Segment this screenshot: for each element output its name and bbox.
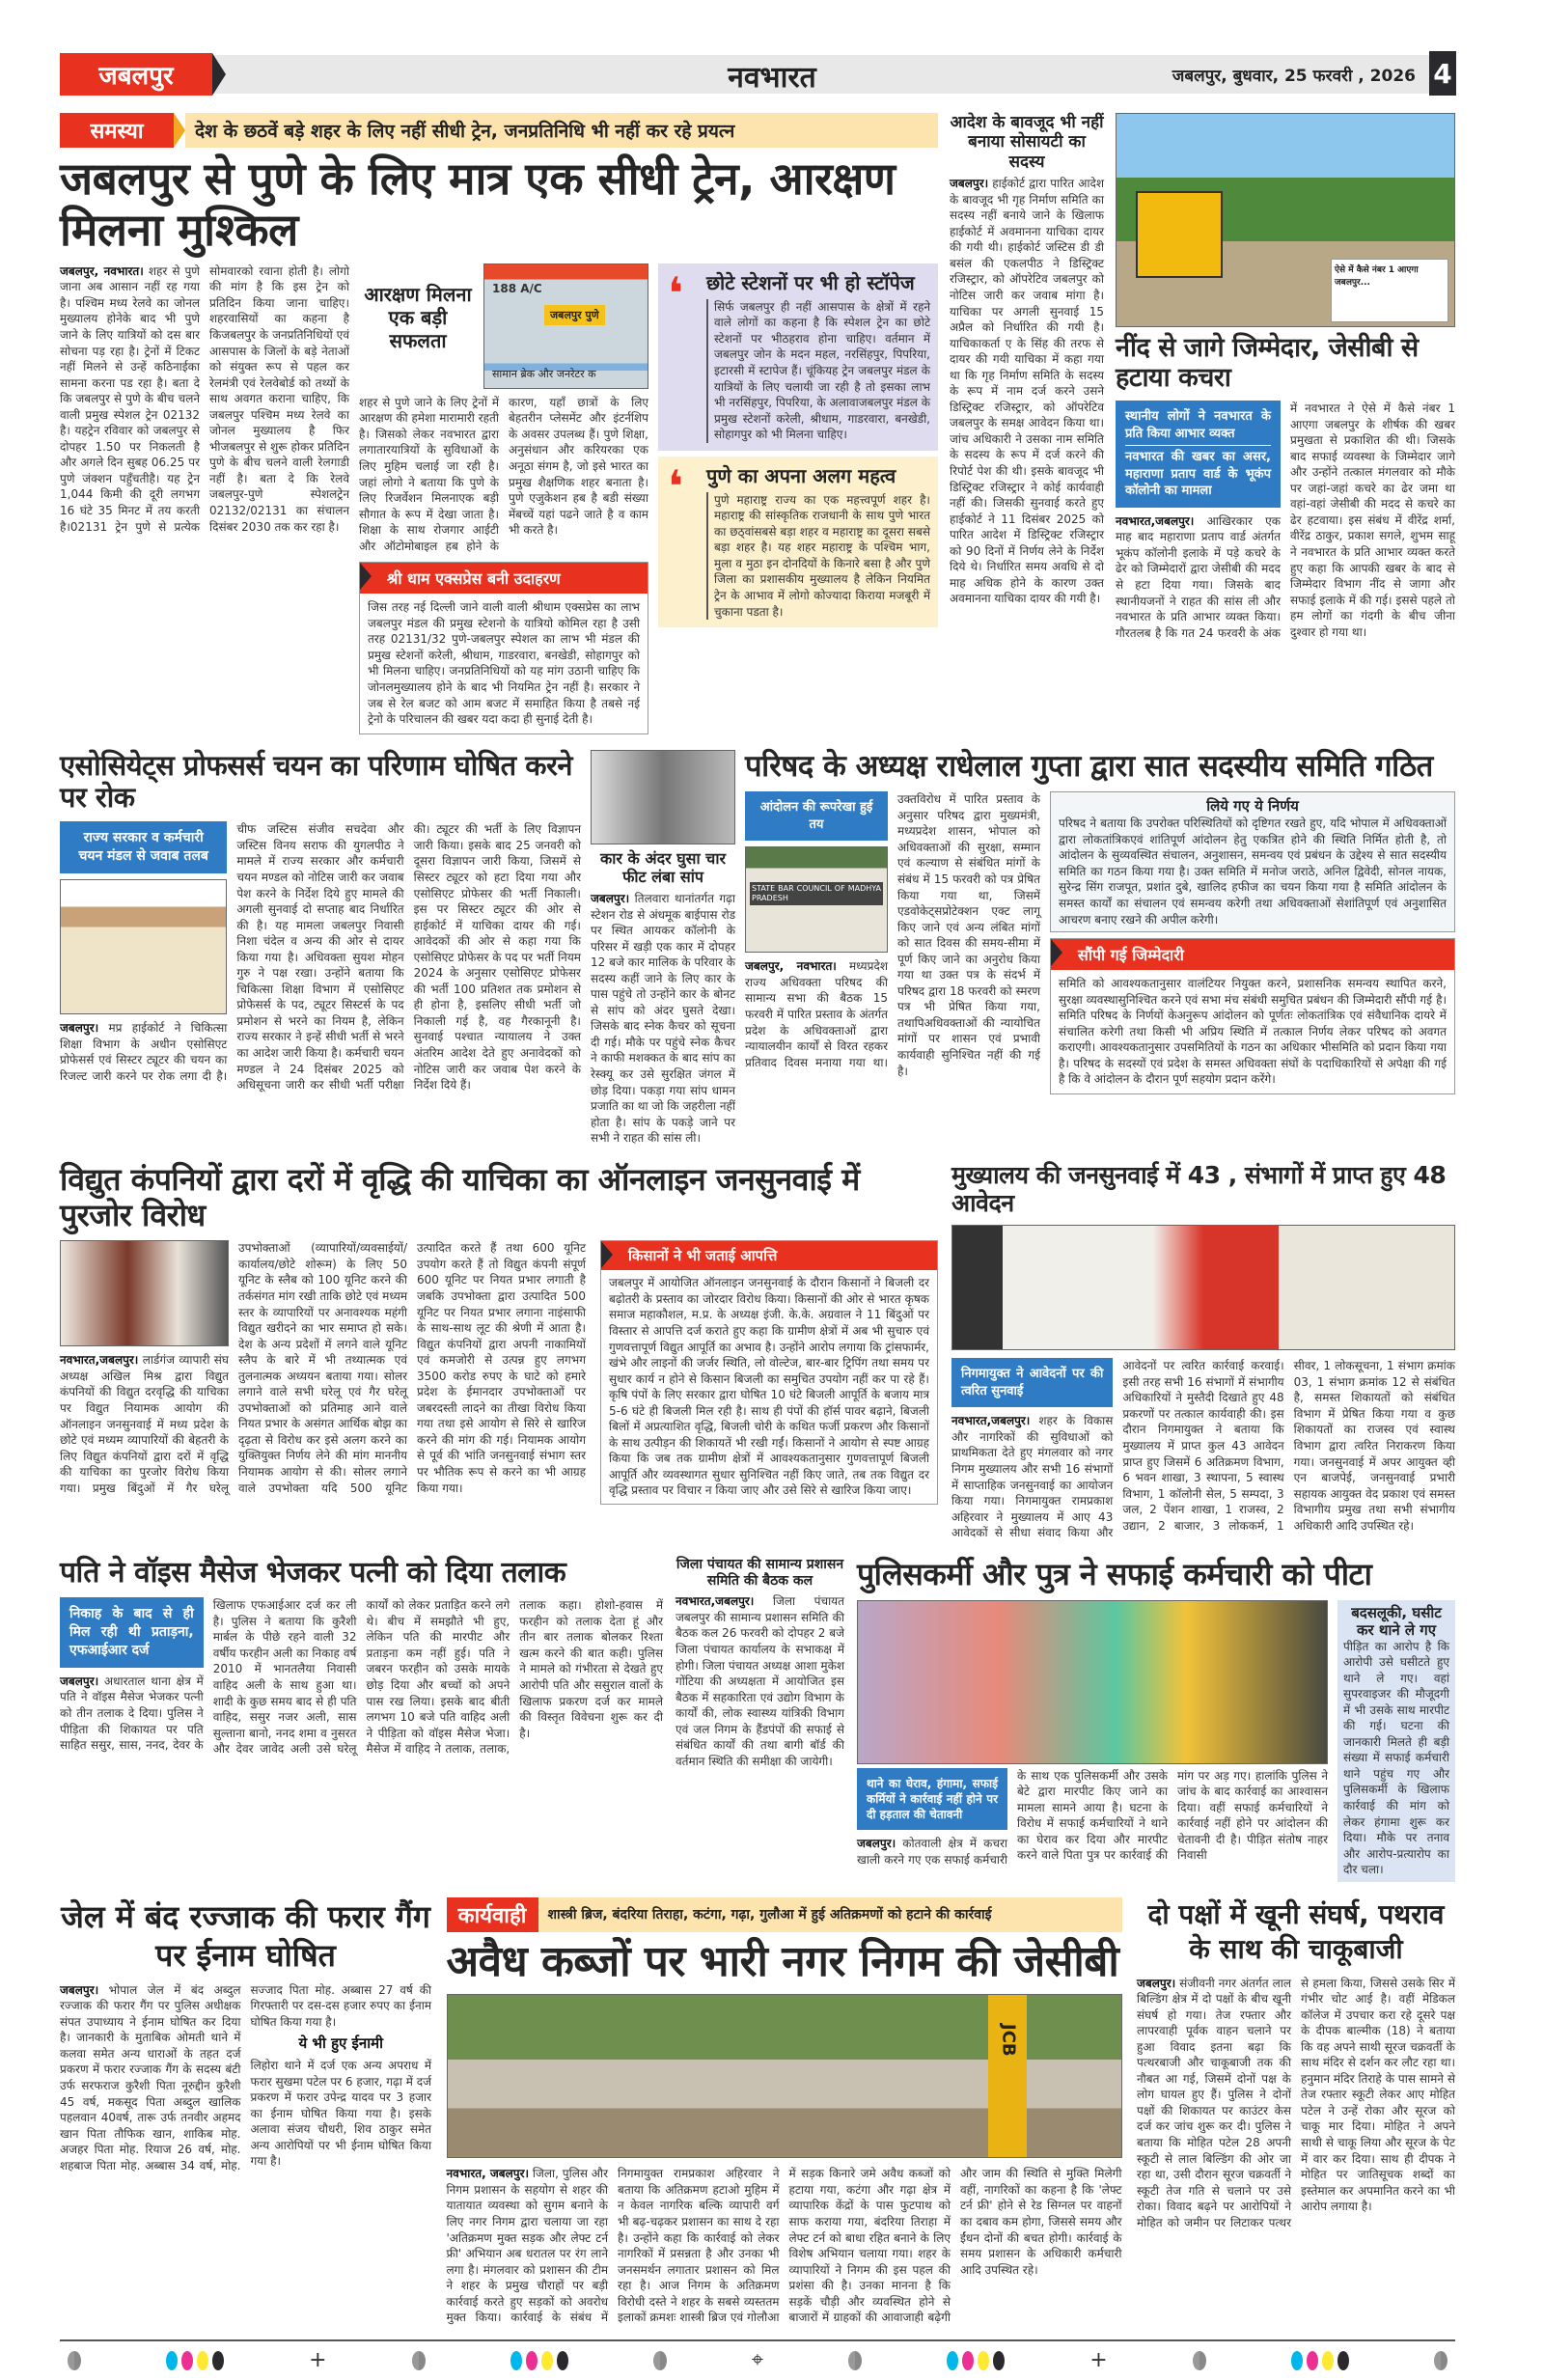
body-text: भोपाल जेल में बंद अब्दुल रज्जाक की फरार गैंग पर पुलिस अधीक्षक संपत उपाध्याय ने ईनाम घोषित कर दिया है। जानकारी के मुताबिक ओमती थाने में कलवा समेत अन्य धाराओं के तहत दर्ज प्रकरण में फरार रज्जाक गैंग के सदस्य बंटी उर्फ सरफराज कुरैशी पिता नूरुद्दीन कुरैशी 45 वर्ष, मकसूद पिता अब्दुल खालिक पहलवान 40वर्ष, तारू उर्फ तनवीर अहमद खान पिता तौफिक खान, शाकिब मोह. अजहर पिता मोह. रियाज 26 वर्ष, मोह. शहबाज पिता मोह. अब्बास 34 वर्ष, मोह. सज्जाद पिता मोह. अब्बास 27 वर्ष की गिरफ्तारी पर दस-दस हजार रुपए का ईनाम घोषित किया गया है।	[60, 1982, 431, 2172]
parishad-story	[745, 750, 1455, 1094]
newspaper-page	[60, 0, 1455, 2380]
power-columns	[60, 1240, 938, 1505]
kicker	[447, 1897, 1122, 1932]
grey-register-dot	[848, 2351, 862, 2370]
cmyk-register-dots	[1291, 2351, 1349, 2370]
box-line: नवभारत की खबर का असर, महाराणा प्रताप वार्ड के भूकंप कॉलोनी का मामला	[1125, 450, 1271, 499]
photo-high-court	[60, 879, 227, 1014]
headline-talaq: पति ने वॉइस मैसेज भेजकर पत्नी को दिया तलाक	[60, 1555, 566, 1590]
crosshair-icon: +	[1089, 2348, 1108, 2373]
grey-register-dot	[68, 2351, 81, 2370]
kicker-tag: समस्या	[60, 113, 174, 148]
dateline: नवभारत, जबलपुर।	[446, 2167, 530, 2181]
jcb-story	[1116, 113, 1455, 641]
headline-power: विद्युत कंपनियों द्वारा दरों में वृद्धि की याचिका का ऑनलाइन जनसुनवाई में पुरजोर विरोध	[60, 1160, 860, 1233]
box-line: स्थानीय लोगों ने नवभारत के प्रति किया आभार व्यक्त	[1125, 408, 1271, 446]
dateline: जबलपुर।	[60, 1674, 99, 1688]
dateline: जबलपुर।	[60, 1021, 99, 1036]
encroachment-story	[447, 1897, 1122, 2326]
headline-train: जबलपुर से पुणे के लिए मात्र एक सीधी ट्रेन, आरक्षण मिलना मुश्किल	[60, 152, 896, 256]
photo-commissioner-hearing	[951, 1225, 1455, 1350]
article-body-power	[60, 1240, 586, 1496]
body-text: संजीवनी नगर अंतर्गत लाल बिल्डिंग क्षेत्र में दो पक्षों के बीच खूनी संघर्ष हो गया। तेज रफ्तार और लापरवाही पूर्वक वाहन चलाने पर हुआ विवाद इतना बढ़ा कि पत्थरबाजी और चाकूबाजी तक की नौबत आ गई, जिसमें दोनों पक्ष के लोग घायल हुए हैं। पुलिस ने दोनों पक्षों की शिकायत पर काउंटर केस दर्ज कर जांच शुरू कर दी। पुलिस ने बताया कि मोहित पटेल 28 अपनी स्कूटी से लाल बिल्डिंग की ओर जा रहा था, उसी दौरान सूरज चक्रवर्ती ने स्कूटी तेज गति से चलाने पर उसे रोका। विवाद बढ़ने पर आरोपियों ने मोहित को जमीन पर लिटाकर पत्थर से हमला किया, जिससे उसके सिर में गंभीर चोट आई है। वहीं मेडिकल कॉलेज में उपचार करा रहे दूसरे पक्ष के दीपक बाल्मीक (18) ने बताया कि वह अपने साथी सूरज चक्रवर्ती के साथ मंदिर से दर्शन कर लौट रहा था। हनुमान मंदिर तिराहे के पास सामने से तेज रफ्तार स्कूटी लेकर आए मोहित पटेल ने उन्हें रोका और सूरज को चाकू मार दिया। मोहित ने अपने साथी से चाकू लिया और सूरज के पेट में वार कर दिया। साथ ही दीपक ने मोहित पर जातिसूचक शब्दों का इस्तेमाल कर अपमानित करने का भी आरोप लगाया है।	[1137, 1976, 1455, 2229]
body-text: जिला पंचायत जबलपुर की सामान्य प्रशासन समिति की बैठक कल 26 फरवरी को दोपहर 2 बजे जिला पंचायत कार्यालय के सभाकक्ष में होगी। जिला पंचायत अध्यक्ष आशा मुकेश गोंटिया की अध्यक्षता में आयोजित इस बैठक में सहकारिता एवं उद्योग विभाग के कार्यों की, लोक स्वास्थ्य यांत्रिकी विभाग एवं जल निगम के हैंडपंपों की सफाई से संबंधित कार्यों की तथा बागी बॉर्ड की वर्तमान स्थिति की समीक्षा की जायेगी।	[676, 1594, 844, 1768]
box-title: किसानों ने भी जताई आपत्ति	[601, 1241, 937, 1270]
coach-number: 188 A/C	[492, 281, 542, 295]
box-duty	[1050, 938, 1455, 1094]
newspaper-clip-inset: ऐसे में कैसे नंबर 1 आएगा जबलपुर...	[1331, 259, 1448, 322]
photo-caption: पीड़ित संतोष नाहर निवासी	[1177, 1832, 1328, 1863]
reservation-top	[359, 263, 648, 389]
article-body-police	[857, 1600, 1328, 1868]
section-arrow	[212, 53, 226, 96]
body-text: जिला, पुलिस और निगम प्रशासन के सहयोग से शहर की यातायात व्यवस्था को सुगम बनाने के लिए नगर निगम द्वारा चलाया जा रहा 'अतिक्रमण मुक्त सड़क और लेफ्ट टर्न फ्री' अभियान अब धरातल पर रंग लाने लगा है। मंगलवार को प्रशासन की टीम ने शहर के प्रमुख चौराहों पर बड़ी कार्रवाई करते हुए सड़कों को अवरोध मुक्त किया। कार्रवाई के संबंध में निगमायुक्त रामप्रकाश अहिरवार ने बताया कि अतिक्रमण हटाओ मुहिम में न केवल नागरिक बल्कि व्यापारी वर्ग भी बढ़-चढ़कर प्रशासन का साथ दे रहा है। उन्होंने कहा कि कार्रवाई को लेकर नागरिकों में प्रसन्नता है और उनका भी जनसमर्थन लगातार प्रशासन को मिल रहा है। आज निगम के अतिक्रमण विरोधी दस्ते ने शहर के सबसे व्यस्ततम इलाकों क्रमशः शास्त्री ब्रिज एवं गोलौआ में सड़क किनारे जमे अवैध कब्जों को हटाया गया, कटंगा और गढ़ा क्षेत्र में व्यापारिक केंद्रों के पास फुटपाथ को साफ कराया गया, बंदरिया तिराहा में लेफ्ट टर्न को बाधा रहित बनाने के लिए विशेष अभियान चलाया गया। शहर के व्यापारियों ने निगम की इस पहल की प्रशंसा की है। उनका मानना है कि सड़कें चौड़ी और व्यवस्थित होने से बाजारों में ग्राहकों की आवाजाही बढ़ेगी और जाम की स्थिति से मुक्ति मिलेगी वहीं, नागरिकों का कहना है कि 'लेफ्ट टर्न फ्री' होने से रेड सिग्नल पर वाहनों का दबाव कम होगा, जिससे समय और ईंधन दोनों की बचत होगी। कार्रवाई के समय प्रशासन के अधिकारी कर्मचारी आदि उपस्थित रहे।	[446, 2167, 1122, 2325]
body-text: अधारताल थाना क्षेत्र में पति ने वॉइस मैसेज भेजकर पत्नी को तीन तलाक दे दिया। पुलिस ने पीड़िता की शिकायत पर पति साहित ससुर, सास, ननद, देवर के खिलाफ एफआईआर दर्ज कर ली है। पुलिस ने बताया कि कुरैशी मार्बल के पीछे रहने वाली 32 वर्षीय फरहीन अली का निकाह वर्ष 2010 में भानतलैया निवासी वाहिद अली के साथ हुआ था। शादी के कुछ समय बाद से ही पति वाहिद, ससुर नजर अली, सास सुल्ताना बानो, ननद शमा व नुसरत और देवर जावेद अली उसे घरेलू कार्यों को लेकर प्रताड़ित करने लगे थे। बीच में समझौते भी हुए, लेकिन पति की मारपीट और प्रताड़ना कम नहीं हुई। पति ने जबरन फरहीन को उसके मायके छोड़ दिया और बच्चों को अपने पास रख लिया। इसके बाद बीती लगभग 10 बजे पति वाहिद अली ने पीड़िता को वॉइस मैसेज भेजा। मैसेज में वाहिद ने तलाक, तलाक, तलाक कहा। होशो-हवास में फरहीन को तलाक देता हूं और तीन बार तलाक बोलकर रिश्ता खत्म करने की बात कही। पुलिस ने मामले को गंभीरता से देखते हुए आरोपी पति और ससुराल वालों के खिलाफ प्रकरण दर्ज कर मामले की विस्तृत विवेचना शुरू कर दी है।	[60, 1598, 663, 1757]
photo-bar-council	[745, 846, 888, 953]
dateline: नवभारत,जबलपुर।	[676, 1594, 755, 1609]
box-title: पुणे का अपना अलग महत्व	[706, 463, 896, 487]
dateline: जबलपुर।	[591, 892, 630, 905]
box-misconduct	[1337, 1600, 1455, 1882]
body-text: मप्र हाईकोर्ट ने चिकित्सा शिक्षा विभाग के अधीन एसोसिएट प्रोफेसर्स एवं सिस्टर ट्यूटर की चयन का रिजल्ट जारी करने पर रोक लगा दी है। चीफ जस्टिस संजीव सचदेवा और जस्टिस विनय सराफ की युगलपीठ ने मामले में राज्य सरकार और कर्मचारी चयन मण्डल को नोटिस जारी कर जवाब पेश करने के निर्देश दिये हुए मामले की अगली सुनवाई दो सप्ताह बाद निर्धारित की है। यह मामला जबलपुर निवासी निशा चंदेल व अन्य की ओर से दायर किया गया है। अधिवक्ता सुयश मोहन गुरु ने पक्ष रखा। उन्होंने बताया कि चिकित्सा शिक्षा विभाग में एसोसिएट प्रोफेसर्स के पद, ट्यूटर सिस्टर्स के पद प्रमोशन से भरने का नियम है, लेकिन राज्य सरकार ने इन्हें सीधी भर्ती से भरने का आदेश जारी किया है। कर्मचारी चयन मण्डल ने 24 दिसंबर 2025 को अधिसूचना जारी कर सीधी भर्ती परीक्षा की। ट्यूटर की भर्ती के लिए विज्ञापन जारी किया। इसके बाद 25 जनवरी को दूसरा विज्ञापन जारी किया, जिसमें से सिस्टर ट्यूटर को हटा दिया गया और एसोसिएट प्रोफेसर की भर्ती निकाली। इस पर सिस्टर ट्यूटर की ओर से हाईकोर्ट में याचिका दायर की गई। आवेदकों की ओर से कहा गया कि एसोसिएट प्रोफेसर के पद पर भर्ती नियम 2024 के अनुसार एसोसिएट प्रोफेसर की भर्ती 100 प्रतिशत तक प्रमोशन से ही होना है, इसलिए सीधी भर्ती जो निकाली गई है, वह गैरकानूनी है। सुनवाई पश्चात न्यायालय ने उक्त अंतरिम आदेश देते हुए अनावेदकों को नोटिस जारी कर जवाब पेश करने के निर्देश दिये हैं।	[60, 822, 581, 1093]
jcb-machine-shape	[1136, 191, 1223, 278]
body-text: हाईकोर्ट द्वारा पारित आदेश के बावजूद भी गृह निर्माण समिति का सदस्य नहीं बनाये जाने के खिलाफ हाईकोर्ट में अवमानना याचिका दायर की गयी थी। हाईकोर्ट जस्टिस डी डी बसंल की एकलपीठ ने डिस्ट्रिक्ट रजिस्ट्रार, को ऑपरेटिव जबलपुर को नोटिस जारी कर जवाब मांगा है। याचिका पर अगली सुनवाई 15 अप्रैल को निर्धारित की गयी है।याचिकाकर्ता ए के सिंह की तरफ से दायर की गयी याचिका में कहा गया था कि गृह निर्माण समिति के सदस्य के रूप में नाम दर्ज करने उसने डिस्ट्रिक्ट रजिस्ट्रार, को ऑपरेटिव जबलपुर के समक्ष आवेदन किया था। जांच अधिकारी ने उसका नाम समिति के सदस्य के रूप में दर्ज करने की रिपोर्ट पेश की थी। इसके बावजूद भी डिस्ट्रिक्ट रजिस्ट्रार ने कोई कार्यवाही नहीं की। जिसकी सुनवाई करते हुए हाईकोर्ट ने 11 दिसंबर 2025 को पारित आदेश में डिस्ट्रिक्ट रजिस्ट्रार को 90 दिनों में निर्णय लेने के निर्देश दिये थे। निर्धारित समय अवधि से दो माह अधिक होने के कारण उक्त अवमानना याचिका दायर की गयी है।	[950, 177, 1104, 606]
article-body-professor	[60, 821, 581, 1093]
photo-jcb-garbage	[1116, 113, 1455, 327]
coach-strip: सामान ब्रेक और जनरेटर क	[492, 367, 596, 380]
dateline: नवभारत,जबलपुर।	[60, 1353, 139, 1368]
article-body-parishad	[745, 791, 1040, 1079]
box-text: सिर्फ जबलपुर ही नहीं आसपास के क्षेत्रों में रहने वाले लोगों का कहना है कि स्पेशल ट्रेन का छोटे स्टेशनों पर भीठहराव होना चाहिए। वर्तमान में जबलपुर जोन के मदन महल, नरसिंहपुर, पिपरिया, इटारसी में स्टापेज हैं। चूंकियह ट्रेन जबलपुर मंडल के यात्रियों के लिए चलायी जा रही है तो इसका लाभ भी नरसिंहपुर, पिपरिया, के अलावाजबलपुर मंडल के प्रमुख स्टेशनों करेली, श्रीधाम, गाडरवारा, बनखेडी, सोहागपुर को भी मिलना चाहिए।	[706, 299, 930, 443]
bar-council-sign: STATE BAR COUNCIL OF MADHYA PRADESH	[750, 882, 883, 904]
photo-jcb-encroachment	[447, 1994, 1122, 2158]
dateline: जबलपुर।	[950, 177, 989, 191]
box-title: छोटे स्टेशनों पर भी हो स्टॉपेज	[706, 270, 915, 294]
parishad-columns	[745, 791, 1455, 1094]
box-text: समिति को आवश्यकतानुसार वालंटियर नियुक्त करने, प्रशासनिक समन्वय स्थापित करने, सुरक्षा व्यवस्थासुनिश्चित करने एवं सभा मंच संबंधी समुचित प्रबंधन की जिम्मेदारी सौंपी गई है। समिति परिषद के निर्णयों केअनुरूप आंदोलन को पूर्णतः लोकतांत्रिक एवं संवैधानिक दायरे में संचालित करेगी तथा किसी भी अप्रिय स्थिति में तत्काल निर्णय लेकर परिषद को अवगत कराएगी। आवश्यकतानुसार उपसमितियों के गठन का अधिकार भीसमिति को प्रदान किया गया है। परिषद के सदस्यों एवं प्रदेश के समस्त अधिवक्ता संघों के पदाधिकारियों से अपेक्षा की गई है कि वे आंदोलन के दौरान पूर्ण सहयोग प्रदान करेंगे।	[1059, 977, 1447, 1087]
dateline-train: जबलपुर, नवभारत।	[60, 263, 144, 278]
article-body-snake	[591, 891, 735, 1147]
box-parishad: आंदोलन की रूपरेखा हुई तय	[745, 791, 888, 841]
article-body-encroachment	[447, 1994, 1122, 2325]
dateline: जबलपुर।	[60, 1982, 99, 1997]
talaq-story	[60, 1557, 663, 1757]
body-text: कोतवाली क्षेत्र में कचरा खाली करने गए एक सफाई कर्मचारी के साथ एक पुलिसकर्मी और उसके बेटे द्वारा मारपीट किए जाने का मामला सामने आया है। घटना के विरोध में सफाई कर्मचारियों ने थाने का घेराव कर दिया और मारपीट करने वाले पिता पुत्र पर कार्रवाई की मांग पर अड़ गए। हालांकि पुलिस ने जांच के बाद कार्रवाई का आश्वासन दिया। वहीं सफाई कर्मचारियों ने कार्रवाई नहीं होने पर आंदोलन की चेतावनी दी है।	[857, 1768, 1328, 1867]
box-text: जबलपुर में आयोजित ऑनलाइन जनसुनवाई के दौरान किसानों ने बिजली दर बढ़ोतरी के प्रस्ताव का जोरदार विरोध किया। किसानों की ओर से भारत कृषक समाज महाकौशल, म.प्र. के अध्यक्ष इंजी. के.के. अग्रवाल ने 11 बिंदुओं पर विस्तार से आपत्ति दर्ज कराते हुए कहा कि ग्रामीण क्षेत्रों में अब भी सुचारु एवं गुणवत्तापूर्ण विद्युत आपूर्ति का अभाव है। उन्होंने आरोप लगाया कि ट्रांसफार्मर, खंभे और लाइनों की जर्जर स्थिति, लो वोल्टेज, बार-बार ट्रिपिंग तथा समय पर सुधार कार्य न होने से किसान बिजली का समुचित उपयोग नहीं कर पा रहे हैं। कृषि पंपों के लिए सरकार द्वारा घोषित 10 घंटे बिजली आपूर्ति के बजाय मात्र 5-6 घंटे ही बिजली मिल रही है। साथ ही पंपों की हॉर्स पावर बढ़ाने, बिजली बिलों में अप्रत्याशित वृद्धि, बिजली चोरी के कथित फर्जी प्रकरण और किसानों के साथ उत्पीड़न की शिकायतें भी रखी गईं। किसानों ने आयोग से स्पष्ट आग्रह किया कि जब तक ग्रामीण क्षेत्रों में आवश्यकतानुसार गुणवत्तापूर्ण बिजली आपूर्ति और व्यवस्थागत सुधार सुनिश्चित नहीं किए जाते, तब तक विद्युत दर वृद्धि प्रस्ताव पर विचार न किया जाए और उसे सिरे से खारिज किया जाए।	[609, 1276, 929, 1498]
box-hearing: निगमायुक्त ने आवेदनों पर की त्वरित सुनवाई	[951, 1358, 1113, 1407]
registration-marks	[60, 2341, 1455, 2380]
box-text: पुणे महाराष्ट्र राज्य का एक महत्त्वपूर्ण शहर है। महाराष्ट्र की सांस्कृतिक राजधानी के साथ पुणे भारत का छठ्वांसबसे बड़ा शहर व महाराष्ट्र का दूसरा सबसे बड़ा शहर है। यह शहर महाराष्ट्र के पश्चिम भाग, मुला व मुठा इन दोनदियों के किनारे बसा है और पुणे जिला का प्रशासकीय मुख्यालय है लेकिन नियमित ट्रेन के आभाव में लोगो कोज्यादा किराया मजबूरी में चुकाना पडता है।	[706, 492, 930, 620]
grey-register-dot	[1434, 2351, 1448, 2370]
photo-trader-leader	[60, 1240, 229, 1346]
cmyk-register-dots	[947, 2351, 1005, 2370]
clash-story	[1137, 1897, 1455, 2231]
jcb-brand: JCB	[998, 2024, 1019, 2057]
headline-snake: कार के अंदर घुसा चार फीट लंबा सांप	[599, 848, 727, 886]
page-header	[60, 53, 1455, 97]
grey-register-dot	[412, 2351, 426, 2370]
headline-reward: जेल में बंद रज्जाक की फरार गैंग पर ईनाम घोषित	[61, 1897, 430, 1974]
box-professor: राज्य सरकार व कर्मचारी चयन मंडल से जवाब तलब	[60, 821, 227, 873]
dateline: जबलपुर।	[857, 1837, 896, 1851]
kicker-tag: कार्यवाही	[447, 1897, 538, 1932]
box-pune	[658, 457, 938, 627]
article-body-train	[60, 263, 349, 535]
body-text: मध्यप्रदेश राज्य अधिवक्ता परिषद की सामान्य सभा की बैठक 15 फरवरी में पारित प्रस्ताव के अंतर्गत प्रदेश के अधिवक्ताओं द्वारा न्यायालयीन कार्यों से विरत रहकर प्रतिवाद दिवस मनाया गया था। उक्तविरोध में पारित प्रस्ताव के अनुसार परिषद द्वारा मुख्यमंत्री, मध्यप्रदेश शासन, भोपाल को अधिवक्ताओं की सुरक्षा, सम्मान एवं कल्याण से संबंधित मांगों के संबंध में 15 फरवरी को पत्र प्रेषित किया गया था, जिसमें एडवोकेट्सप्रोटेक्शन एक्ट लागू किए जाने एवं अन्य लंबित मांगों को सात दिवस की समय-सीमा में पूर्ण किए जाने का अनुरोध किया गया था उक्त पत्र के संदर्भ में परिषद द्वारा 18 फरवरी को स्मरण पत्र भी प्रेषित किया गया, तथापिअधिवक्ताओं की न्यायोचित मांगों पर शासन एवं प्रभावी कार्यवाही सुनिश्चित नहीं की गई है।	[745, 792, 1040, 1078]
police-story	[857, 1557, 1455, 1882]
article-body-hearing	[951, 1225, 1455, 1540]
row-5	[60, 1897, 1455, 2326]
box-farmers	[600, 1240, 938, 1505]
box-title: सौंपी गई जिम्मेदारी	[1051, 939, 1454, 970]
parishad-boxes	[1050, 791, 1455, 1094]
photo-train-coach	[483, 263, 648, 389]
train-columns	[60, 263, 938, 734]
box-text: परिषद ने बताया कि उपरोक्त परिस्थितियों को दृष्टिगत रखते हुए, यदि भोपाल में अधिवक्ताओं द्वारा लोकतांत्रिकएवं शांतिपूर्ण आंदोलन हेतु एकत्रित होने की स्थिति निर्मित होती है, तो आंदोलन के सुव्यवस्थित संचालन, अनुशासन, समन्वय एवं प्रबंधन के उद्देश्य से सात सदस्यीय समिति का गठन किया गया है। उक्त समिति में मनोज जराठे, अनिल द्विवेदी, सोनल नायक, सुरेन्द्र सिंग राजपूत, प्रशांत दुबे, खालिद हफीज का चयन किया गया है समिति आंदोलन के समस्त कार्यों का संचालन एवं समन्वय करेगी तथा अधिवक्ताओं सेशांतिपूर्ण एवं अनुशासित आचरण बनाए रखने की अपील करेगी।	[1059, 816, 1447, 927]
kicker-text: देश के छठवें बड़े शहर के लिए नहीं सीधी ट्रेन, जनप्रतिनिधि भी नहीं कर रहे प्रयत्न	[185, 113, 938, 148]
society-story	[950, 113, 1104, 607]
dateline: जबलपुर, नवभारत।	[745, 959, 837, 974]
body-text: शहर के विकास और नागरिकों की सुविधाओं को प्राथमिकता देते हुए मंगलवार को नगर निगम मुख्यालय और सभी 16 संभागों में साप्ताहिक जनसुनवाई का आयोजन किया गया। निगमायुक्त रामप्रकाश अहिरवार ने मुख्यालय में आए 43 आवेदकों से सीधा संवाद किया और आवेदनों पर त्वरित कार्रवाई करवाई। इसी तरह सभी 16 संभागों में संभागीय अधिकारियों ने मुस्तैदी दिखाते हुए 48 प्रकरणों पर तत्काल कार्यवाही की। इस दौरान निगमायुक्त ने बताया कि मुख्यालय में प्राप्त कुल 43 आवेदन प्राप्त हुए जिसमें 6 अतिक्रमण विभाग, 6 भवन शाखा, 3 स्थापना, 5 स्वास्थ विभाग, 1 कॉलोनी सेल, 5 सम्पदा, 3 जल, 2 पेंशन शाखा, 1 राजस्व, 2 उद्यान, 2 बाजार, 3 लोककर्म, 1 सीवर, 1 लोकसूचना, 1 संभाग क्रमांक 03, 1 संभाग क्रमांक 12 से संबंधित है, समस्त शिकायतों को संबंधित विभाग में प्रेषित किया गया व कुछ शिकायतों का राजस्व एवं स्वास्थ विभाग द्वारा त्वरित निराकरण किया गया। जनसुनवाई में अपर आयुक्त व्ही एन बाजपेई, जनसुनवाई प्रभारी सहायक आयुक्त वेद प्रकाश एवं समस्त विभागीय प्रमुख तथा सभी संभागीय अधिकारी आदि उपस्थित रहे।	[951, 1359, 1455, 1540]
kicker-arrow	[174, 113, 185, 148]
quote-icon: ❛	[668, 266, 683, 319]
box-jcb	[1116, 401, 1281, 508]
police-columns	[857, 1600, 1455, 1882]
article-body-clash	[1137, 1976, 1455, 2231]
kicker-text: शास्त्री ब्रिज, बंदरिया तिराहा, कटंगा, गढ़ा, गुलौआ में हुई अतिक्रमणों को हटाने की कार्रवाई	[538, 1897, 1122, 1932]
cmyk-register-dots	[166, 2351, 224, 2370]
snake-story	[591, 750, 735, 1147]
grey-register-dot	[653, 2351, 667, 2370]
article-body-panchayat	[676, 1593, 844, 1769]
dateline: जबलपुर, बुधवार, 25 फरवरी , 2026	[1172, 67, 1416, 86]
headline-clash: दो पक्षों में खूनी संघर्ष, पथराव के साथ की चाकूबाजी	[1147, 1897, 1445, 1966]
box-title: लिये गए ये निर्णय	[1206, 797, 1299, 816]
box-shridham	[359, 562, 648, 733]
train-sign: जबलपुर पुणे	[544, 305, 605, 325]
box-stoppage	[658, 263, 938, 451]
train-middle-column	[359, 263, 648, 734]
photo-car-snake	[591, 750, 735, 844]
professor-story	[60, 750, 581, 1093]
target-register-icon: ⌖	[751, 2348, 764, 2373]
kicker	[60, 113, 938, 148]
quote-icon: ❛	[668, 459, 683, 512]
box-title: बदसलूकी, घसीट कर थाने ले गए	[1351, 1603, 1442, 1639]
article-body-reservation: शहर से पुणे जाने के लिए ट्रेनों में आरक्षण की हमेशा मारामारी रहती है। जिसको लेकर नवभारत द्वारा लगातारयात्रियों के सुविधाओं के लिए मुहिम चलाई जा रही है। जहां लोगो ने बताया कि पुणे के लिए रिजर्वेशन मिलनाएक बड़ी सौगात के रूप में देखा जाता है। शिक्षा के साथ रोजगार आईटी और ऑटोमोबाइल हब होने के कारण, यहाँ छात्रों के लिए बेहतरीन प्लेसमेंट और इंटर्नशिप के अवसर उपलब्ध हैं। पुणे शिक्षा, अनुसंधान और करियरका एक अनूठा संगम है, जो इसे भारत का प्रमुख शैक्षणिक शहर बनाता है। पुणे एजुकेशन हब है बडी संख्या मेंबच्चें यहां पढने जाते है व काम भी करते है।	[359, 395, 648, 553]
row-3	[60, 1162, 1455, 1541]
headline-professor: एसोसियेट्स प्रोफसर्स चयन का परिणाम घोषित करने पर रोक	[60, 748, 572, 814]
photo-sanitation-workers	[857, 1600, 1328, 1764]
body-text: आखिरकार एक माह बाद महाराणा प्रताप वार्ड अंतर्गत भूकंप कॉलोनी इलाके में पड़े कचरे के ढेर को जिम्मेदारों द्वारा जेसीबी की मदद से हटा दिया गया। जिसके बाद स्थानीयजनों ने राहत की सांस ली और नवभारत के प्रति आभार व्यक्त किया। गौरतलब है कि गत 24 फरवरी के अंक में नवभारत ने ऐसे में कैसे नंबर 1 आएगा जबलपुर के शीर्षक की खबर प्रमुखता से प्रकाशित की थी। जिसके बाद सफाई व्यवस्था के जिम्मेदार जागे और उन्होंने तत्काल मंगलवार को मौके पर जहां-जहां कचरे का ढेर जमा था वहां-वहां जेसीबी की मदद से कचरे का ढेर हटवाया। इस संबंध में वीरेंद्र शर्मा, वीरेंद्र ठाकुर, प्रकाश सगले, शुभम साहू ने नवभारत के प्रति आभार व्यक्त करते हुए कहा कि आपकी खबर के बाद से जिम्मेदार विभाग नींद से जागा और सफाई इलाके में की गई। इससे पहले तो हम लोगों का गंदगी के बीच जीना दुश्वार हो गया था।	[1116, 401, 1455, 640]
row-4	[60, 1557, 1455, 1882]
body-text: लिहोरा थाने में दर्ज एक अन्य अपराध में फरार सुखमा पटेल पर 6 हजार, गढ़ा में दर्ज प्रकरण में फरार उपेन्द्र यादव पर 3 हजार का ईनाम घोषित किया गया है। इसके अलावा संजय चौधरी, शिव ठाकुर समेत अन्य आरोपियों पर भी ईनाम घोषित किया गया है।	[250, 2059, 431, 2169]
body-text: तिलवारा थानांतर्गत गढ़ा स्टेशन रोड से अंधमूक बाईपास रोड पर स्थित आयकर कॉलोनी के परिसर में खड़ी एक कार में दोपहर 12 बजे कार मालिक के परिवार के सदस्य कहीं जाने के लिए कार के पास पहुंचे तो उन्होंने कार के बोनट से सांप को अंदर घुसते देखा। जिसके बाद स्नेक कैचर को सूचना दी गई। मौके पर पहुंचे स्नेक कैचर ने काफी मशक्कत के बाद सांप का रेस्क्यू कर उसे सुरक्षित जंगल में छोड़ दिया। पकड़ा गया सांप धामन प्रजाति का था जो कि जहरीला नहीं होता है। सांप के पकड़े जाने पर सभी ने राहत की सांस ली।	[591, 892, 735, 1146]
headline-society: आदेश के बावजूद भी नहीं बनाया सोसायटी का सदस्य	[950, 113, 1104, 172]
headline-encroachment: अवैध कब्जों पर भारी नगर निगम की जेसीबी	[446, 1936, 1119, 1986]
headline-jcb: नींद से जागे जिम्मेदार, जेसीबी से हटाया कचरा	[1116, 333, 1419, 394]
body-text: लार्डगंज व्यापारी संघ अध्यक्ष अखिल मिश्र द्वारा विद्युत कंपनियों की विद्युत दरवृद्धि की याचिका पर विद्युत नियामक आयोग की ऑनलाइन जनसुनवाई में मध्य प्रदेश के छोटे एवं मध्यम व्यापारियों की बेहतरी के लिए विद्युत कंपनियों द्वारा दरों में वृद्धि की याचिका का पुरजोर विरोध किया गया। प्रमुख बिंदुओं में गैर घरेलू उपभोक्ताओं (व्यापारियों/व्यवसाईयों/कार्यालय/छोटे शोरूम) के लिए 50 यूनिट के स्लैब को 100 यूनिट करने की तर्कसंगत मांग रखी ताकि छोटे एवं मध्यम स्तर के व्यापारियों पर अनावश्यक महंगी विद्युत खरीदने का भार समाप्त हो सके। देश के अन्य प्रदेशों में लगने वाले यूनिट स्लैप के बारे में भी तथ्यात्मक एवं तुलनात्मक अध्ययन बताया गया। सोलर लगाने वाले सभी घरेलू एवं गैर घरेलू उपभोक्ताओं को प्रतिमाह आने वाले नियत प्रभार के असंगत आर्थिक बोझ का दृढ़ता से विरोध कर इसे अलग करने का युक्तियुक्त निर्णय लेने की मांग माननीय नियामक आयोग से की। सोलर लगाने वाले उपभोक्ता यदि 500 यूनिट उत्पादित करते हैं तथा 600 यूनिट उपयोग करते हैं तो विद्युत कंपनी संपूर्ण 600 यूनिट पर नियत प्रभार लगाती है जबकि उपभोक्ता द्वारा उत्पादित 500 यूनिट पर नियत प्रभार लगाना नाइंसाफी के साथ-साथ लूट की श्रेणी में आता है। विद्युत कंपनियों द्वारा अपनी नाकामियों एवं कमजोरी से उत्पन्न हुए लगभग 3500 करोड रुपए के घाटे को हमारे प्रदेश के ईमानदार उपभोक्ताओं पर जबरदस्ती लादने का तीखा विरोध किया गया तथा इसे आयोग से सिरे से खारिज करने की मांग की गई। नियामक आयोग से पूर्व की भांति जनसुनवाई संभाग स्तर पर भौतिक रूप से करने का भी आग्रह किया गया।	[60, 1241, 586, 1495]
train-right-column	[658, 263, 938, 627]
row-2	[60, 750, 1455, 1147]
dateline: नवभारत,जबलपुर।	[1116, 513, 1195, 528]
box-text: जिस तरह नई दिल्ली जाने वाली वाली श्रीधाम एक्सप्रेस का लाभ जबलपुर मंडल की प्रमुख स्टेशनो के यात्रियो कोमिल रहा है उसी तरह 02131/32 पुणे-जबलपुर स्पेशल का लाभ भी मंडल की प्रमुख स्टेशनों करेली, श्रीधाम, गाडरवारा, बनखेडी, सोहागपुर को भी मिलना चाहिए। जनप्रतिनिधियों को यह मांग उठानी चाहिए कि जोनलमुख्यालय होने के बाद भी नियमित ट्रेन नहीं है। सरकार ने जब से रेल बजट को आम बजट में समाहित किया है तबसे नई ट्रेनो के परिचालन की खबर यदा कदा ही सुनाई देती है।	[368, 600, 640, 727]
box-decisions	[1050, 791, 1455, 932]
jcb-arm-shape	[988, 1995, 1027, 2158]
panchayat-story	[676, 1557, 844, 1770]
headline-hearing: मुख्यालय की जनसुनवाई में 43 , संभागों में प्राप्त हुए 48 आवेदन	[951, 1160, 1447, 1217]
power-story	[60, 1162, 938, 1505]
article-body-jcb	[1116, 401, 1455, 641]
box-title: श्री धाम एक्सप्रेस बनी उदाहरण	[360, 563, 648, 594]
subhead-rewarded: ये भी हुए ईनामी	[298, 2034, 383, 2053]
dateline: जबलपुर।	[1137, 1976, 1176, 1990]
box-text: पीड़ित का आरोप है कि आरोपी उसे घसीटते हुए थाने ले गए। वहां सुपरवाइजर की मौजूदगी में भी उसके साथ मारपीट की गई। घटना की जानकारी मिलते ही बड़ी संख्या में सफाई कर्मचारी थाने पहुंच गए और पुलिसकर्मी के खिलाफ कार्रवाई की मांग को लेकर हंगामा शुरू कर दिया। मौके पर तनाव और आरोप-प्रत्यारोप का दौर चला।	[1343, 1639, 1449, 1877]
body-text: शहर से पुणे जाना अब आसान नहीं रह गया है। पश्चिम मध्य रेलवे का जोनल मुख्यालय होनेके बाद भी पुणे जाने के लिए यात्रियों को दस बार सोचना पड़ रहा है। ट्रेनों में टिकट नहीं मिलने से उन्हें कठिनाईका सामना करना पड रहा है। बता दे कि जबलपुर से पुणे के बीच चलने वाली प्रमुख स्पेशल ट्रेन 02132 है। यहट्रेन रविवार को जबलपुर से दोपहर 1.50 पर निकलती है और अगले दिन सुबह 06.25 पर पुणे जंक्शन पहुँचतीहै। यह ट्रेन 1,044 किमी की दूरी लगभग 16 घंटे 35 मिनट में तय करती है।02131 ट्रेन पुणे से प्रत्येक सोमवारको रवाना होती है। लोगो की मांग है कि इस ट्रेन को प्रतिदिन किया जाना चाहिए। शहरवासियों का कहना है किजबलपुर के जनप्रतिनिधियों एवं आसपास के जिलों के बड़े नेताओं को संयुक्त रूप से पहल कर रेलमंत्री एवं रेलवेबोर्ड को तथ्यों के साथ अवगत कराना चाहिए, कि जबलपुर पश्चिम मध्य रेलवे का जोनल मुख्यालय है फिर भीजबलपुर से शुरू होकर प्रतिदिन पुणे के बीच चलने वाली रेलगाडी नहीं है। बता दे कि रेलवे जबलपुर-पुणे स्पेशलट्रेन 02132/02131 का संचालन दिसंबर 2030 तक कर रहा है।	[60, 263, 349, 534]
section-label: जबलपुर	[60, 53, 212, 96]
row-1	[60, 113, 1455, 734]
headline-police: पुलिसकर्मी और पुत्र ने सफाई कर्मचारी को पीटा	[857, 1555, 1372, 1592]
dateline: नवभारत,जबलपुर।	[951, 1414, 1031, 1428]
masthead: नवभारत	[728, 61, 816, 95]
headline-panchayat: जिला पंचायत की सामान्य प्रशासन समिति की बैठक कल	[676, 1556, 844, 1589]
reward-story	[60, 1897, 431, 2174]
crosshair-icon: +	[309, 2348, 327, 2373]
box-talaq: निकाह के बाद से ही मिल रही थी प्रताड़ना, एफआईआर दर्ज	[60, 1597, 204, 1668]
cmyk-register-dots	[510, 2351, 568, 2370]
page-number: 4	[1429, 51, 1456, 96]
article-body-society	[950, 176, 1104, 607]
headline-parishad: परिषद के अध्यक्ष राधेलाल गुप्ता द्वारा सात सदस्यीय समिति गठित	[745, 748, 1433, 784]
subhead-reservation: आरक्षण मिलना एक बड़ी सफलता	[364, 282, 472, 352]
box-police: थाने का घेराव, हंगामा, सफाई कर्मियों ने कार्रवाई नहीं होने पर दी हड़ताल की चेतावनी	[857, 1768, 1007, 1831]
article-body-reward	[60, 1982, 431, 2174]
train-story	[60, 113, 938, 734]
grey-register-dot	[1193, 2351, 1206, 2370]
hearing-story	[951, 1162, 1455, 1541]
article-body-talaq	[60, 1597, 663, 1757]
